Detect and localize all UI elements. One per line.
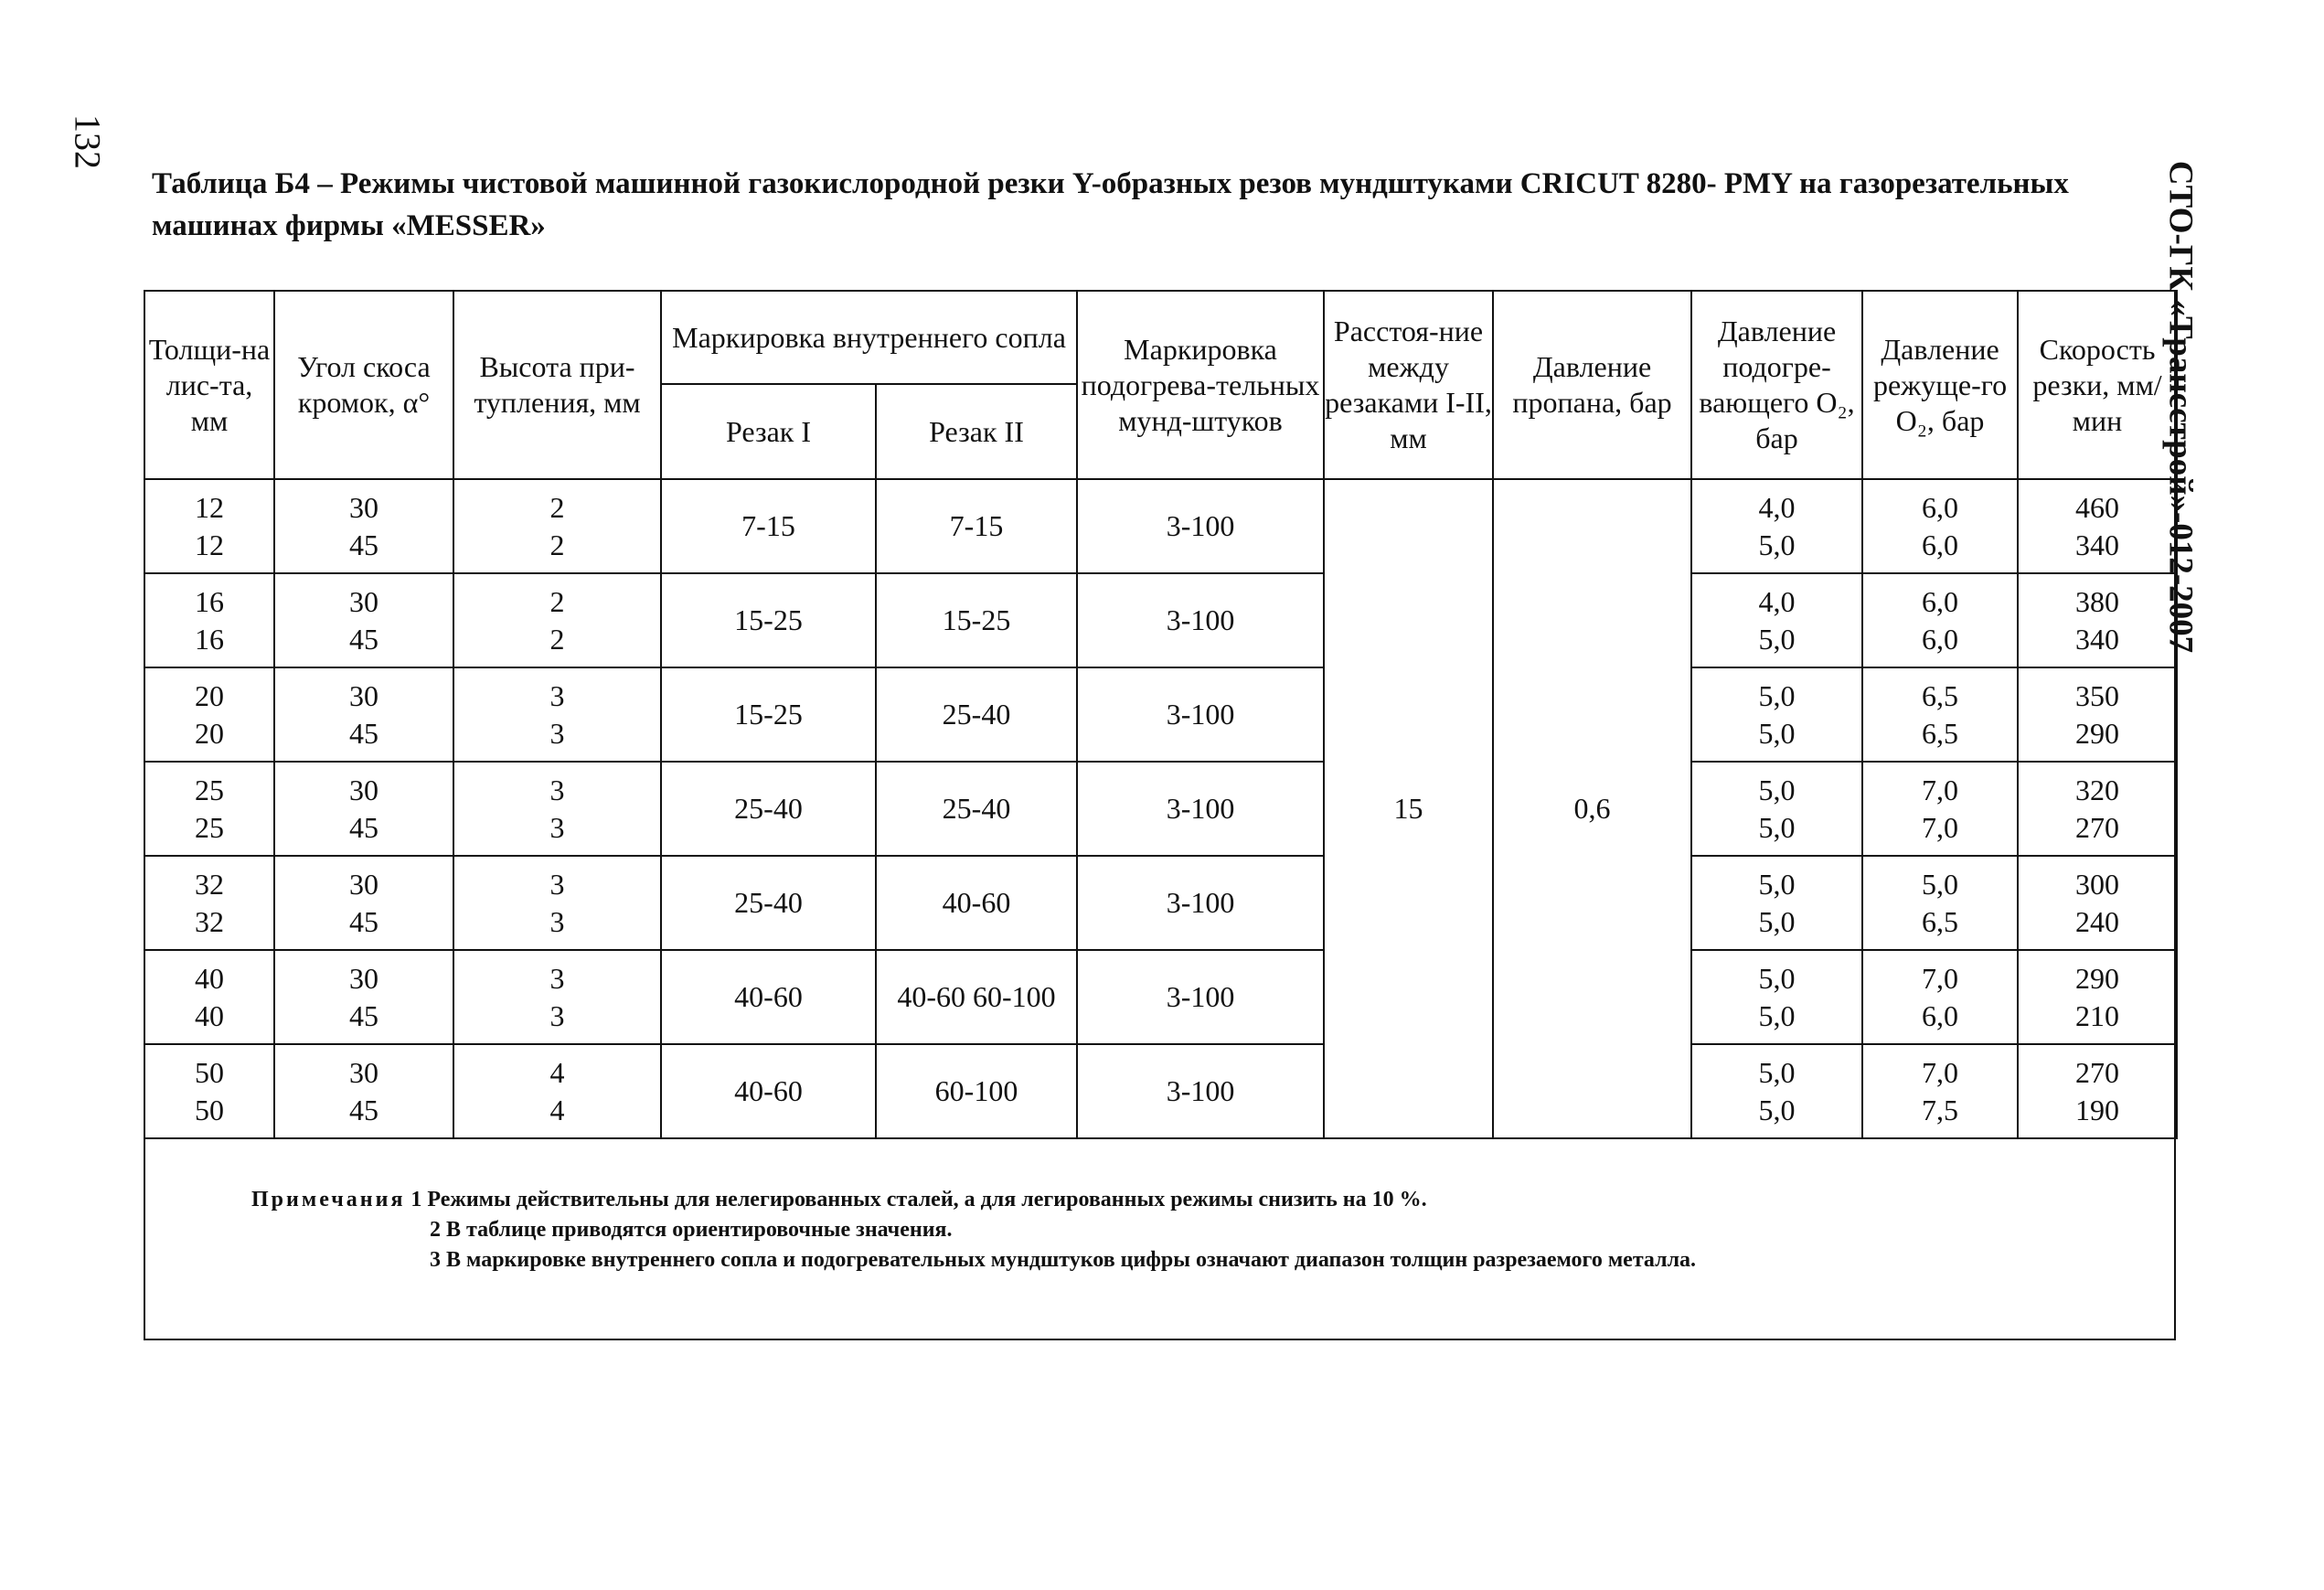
table-row bbox=[144, 762, 2177, 856]
heating-o2-cell: 5,0 5,0 bbox=[1691, 950, 1862, 1044]
cutter-2-cell: 25-40 bbox=[876, 667, 1077, 762]
note-item: 3 В маркировке внутреннего сопла и подогревательных мундштуков цифры означают диапазон толщин разрезаемого металла. bbox=[430, 1248, 1697, 1272]
header-propane-pressure: Давление пропана, бар bbox=[1493, 291, 1691, 479]
table-notes bbox=[251, 1185, 2135, 1275]
thickness-cell: 12 12 bbox=[144, 479, 274, 573]
blunt-cell: 3 3 bbox=[453, 762, 661, 856]
speed-cell: 300 240 bbox=[2018, 856, 2177, 950]
heating-tips-cell: 3-100 bbox=[1077, 950, 1324, 1044]
angle-cell: 30 45 bbox=[274, 950, 453, 1044]
header-blunt-height: Высота при-тупления, мм bbox=[453, 291, 661, 479]
angle-cell: 30 45 bbox=[274, 479, 453, 573]
heating-o2-cell: 5,0 5,0 bbox=[1691, 1044, 1862, 1138]
distance-cell: 15 bbox=[1324, 479, 1493, 1138]
angle-cell: 30 45 bbox=[274, 667, 453, 762]
blunt-cell: 3 3 bbox=[453, 950, 661, 1044]
header-cutter-1: Резак I bbox=[661, 384, 876, 479]
angle-cell: 30 45 bbox=[274, 1044, 453, 1138]
header-inner-nozzle: Маркировка внутреннего сопла bbox=[661, 291, 1077, 384]
cutting-o2-cell: 7,0 7,0 bbox=[1862, 762, 2018, 856]
table-row bbox=[144, 856, 2177, 950]
speed-cell: 460 340 bbox=[2018, 479, 2177, 573]
cutter-1-cell: 15-25 bbox=[661, 573, 876, 667]
table-row bbox=[144, 573, 2177, 667]
cutter-1-cell: 15-25 bbox=[661, 667, 876, 762]
speed-cell: 290 210 bbox=[2018, 950, 2177, 1044]
heating-tips-cell: 3-100 bbox=[1077, 762, 1324, 856]
header-distance: Расстоя-ние между резаками I-II, мм bbox=[1324, 291, 1493, 479]
heating-o2-cell: 4,0 5,0 bbox=[1691, 573, 1862, 667]
page-number: 132 bbox=[67, 114, 109, 169]
thickness-cell: 40 40 bbox=[144, 950, 274, 1044]
speed-cell: 270 190 bbox=[2018, 1044, 2177, 1138]
cutting-o2-cell: 7,0 7,5 bbox=[1862, 1044, 2018, 1138]
cutter-1-cell: 40-60 bbox=[661, 1044, 876, 1138]
heating-o2-cell: 5,0 5,0 bbox=[1691, 667, 1862, 762]
cutter-1-cell: 25-40 bbox=[661, 762, 876, 856]
heating-tips-cell: 3-100 bbox=[1077, 573, 1324, 667]
table-row bbox=[144, 667, 2177, 762]
cutter-1-cell: 25-40 bbox=[661, 856, 876, 950]
heating-o2-cell: 5,0 5,0 bbox=[1691, 762, 1862, 856]
blunt-cell: 2 2 bbox=[453, 573, 661, 667]
cutter-1-cell: 7-15 bbox=[661, 479, 876, 573]
cutting-o2-cell: 6,0 6,0 bbox=[1862, 479, 2018, 573]
thickness-cell: 20 20 bbox=[144, 667, 274, 762]
table-caption: Таблица Б4 – Режимы чистовой машинной газокислородной резки Y-образных резов мундштуками CRICUT 8280- PMY на газорезательных машинах фирмы «MESSER» bbox=[152, 167, 2069, 242]
table-row bbox=[144, 1044, 2177, 1138]
heating-tips-cell: 3-100 bbox=[1077, 479, 1324, 573]
note-item: 1 Режимы действительны для нелегированных сталей, а для легированных режимы снизить на 10 %. bbox=[410, 1188, 1427, 1211]
cutting-o2-cell: 5,0 6,5 bbox=[1862, 856, 2018, 950]
thickness-cell: 25 25 bbox=[144, 762, 274, 856]
propane-cell: 0,6 bbox=[1493, 479, 1691, 1138]
heating-tips-cell: 3-100 bbox=[1077, 1044, 1324, 1138]
cutter-1-cell: 40-60 bbox=[661, 950, 876, 1044]
cutting-o2-cell: 6,0 6,0 bbox=[1862, 573, 2018, 667]
cutter-2-cell: 40-60 bbox=[876, 856, 1077, 950]
heating-o2-cell: 4,0 5,0 bbox=[1691, 479, 1862, 573]
thickness-cell: 16 16 bbox=[144, 573, 274, 667]
angle-cell: 30 45 bbox=[274, 762, 453, 856]
angle-cell: 30 45 bbox=[274, 856, 453, 950]
heating-o2-cell: 5,0 5,0 bbox=[1691, 856, 1862, 950]
thickness-cell: 32 32 bbox=[144, 856, 274, 950]
blunt-cell: 3 3 bbox=[453, 856, 661, 950]
thickness-cell: 50 50 bbox=[144, 1044, 274, 1138]
cutter-2-cell: 60-100 bbox=[876, 1044, 1077, 1138]
document-code: СТО-ГК «Трансстрой»-012-2007 bbox=[2161, 160, 2200, 654]
header-heating-o2: Давление подогре-вающего O₂, бар bbox=[1691, 291, 1862, 479]
notes-label: Примечания bbox=[251, 1188, 406, 1211]
speed-cell: 320 270 bbox=[2018, 762, 2177, 856]
speed-cell: 350 290 bbox=[2018, 667, 2177, 762]
note-item: 2 В таблице приводятся ориентировочные значения. bbox=[430, 1218, 953, 1242]
note-line-1 bbox=[251, 1185, 2135, 1215]
header-bevel-angle: Угол скоса кромок, α° bbox=[274, 291, 453, 479]
header-heating-tips: Маркировка подогрева-тельных мунд-штуков bbox=[1077, 291, 1324, 479]
cutter-2-cell: 25-40 bbox=[876, 762, 1077, 856]
cutter-2-cell: 15-25 bbox=[876, 573, 1077, 667]
header-speed: Скорость резки, мм/мин bbox=[2018, 291, 2177, 479]
table-row bbox=[144, 950, 2177, 1044]
heating-tips-cell: 3-100 bbox=[1077, 667, 1324, 762]
speed-cell: 380 340 bbox=[2018, 573, 2177, 667]
angle-cell: 30 45 bbox=[274, 573, 453, 667]
cutter-2-cell: 7-15 bbox=[876, 479, 1077, 573]
cutting-modes-table bbox=[144, 290, 2178, 1139]
blunt-cell: 2 2 bbox=[453, 479, 661, 573]
cutter-2-cell: 40-60 60-100 bbox=[876, 950, 1077, 1044]
cutting-o2-cell: 7,0 6,0 bbox=[1862, 950, 2018, 1044]
cutting-o2-cell: 6,5 6,5 bbox=[1862, 667, 2018, 762]
table-row bbox=[144, 479, 2177, 573]
header-thickness: Толщи-на лис-та, мм bbox=[144, 291, 274, 479]
blunt-cell: 3 3 bbox=[453, 667, 661, 762]
heating-tips-cell: 3-100 bbox=[1077, 856, 1324, 950]
header-cutter-2: Резак II bbox=[876, 384, 1077, 479]
header-cutting-o2: Давление режуще-го O₂, бар bbox=[1862, 291, 2018, 479]
blunt-cell: 4 4 bbox=[453, 1044, 661, 1138]
